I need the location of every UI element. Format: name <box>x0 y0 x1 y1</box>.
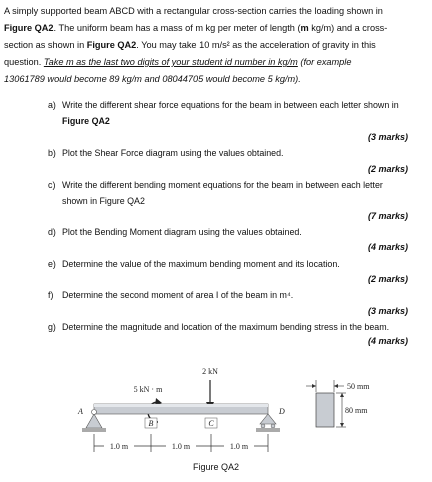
intro-line-4: question. Take m as the last two digits of your student id number in kg/m (for example <box>4 57 352 67</box>
intro-line-3: section as shown in Figure QA2. You may take 10 m/s² as the acceleration of gravity in this <box>4 40 376 50</box>
marks-c: (7 marks) <box>367 211 408 221</box>
marks-e: (2 marks) <box>367 274 408 284</box>
figure-reference: Figure QA2 <box>4 23 54 33</box>
marks-f: (3 marks) <box>367 306 408 316</box>
marks-b: (2 marks) <box>367 164 408 174</box>
section-height-label: 80 mm <box>345 406 368 415</box>
figure-caption: Figure QA2 <box>192 462 240 472</box>
marks-g: (4 marks) <box>367 336 408 346</box>
intro-line-1: A simply supported beam ABCD with a rectangular cross-section carries the loading shown in <box>4 6 383 16</box>
label-d: D <box>279 407 285 416</box>
point-load-label: 2 kN <box>202 367 218 376</box>
marks-d: (4 marks) <box>367 242 408 252</box>
label-a: A <box>78 407 83 416</box>
marks-a: (3 marks) <box>367 132 408 142</box>
dimension-bc: 1.0 m <box>171 442 191 451</box>
intro-line-5: 13061789 would become 89 kg/m and 08044705 would become 5 kg/m). <box>4 74 301 84</box>
cross-section <box>316 393 334 427</box>
section-width-label: 50 mm <box>347 382 370 391</box>
intro-line-2: Figure QA2. The uniform beam has a mass of m kg per meter of length (m kg/m) and a cross- <box>4 23 388 33</box>
figure-reference: Figure QA2 <box>86 40 137 50</box>
instruction-underlined: Take m as the last two digits of your student id number in kg/m <box>43 57 298 67</box>
dimension-cd: 1.0 m <box>229 442 249 451</box>
roller-support-d <box>260 414 276 424</box>
moment-label: 5 kN · m <box>133 385 163 394</box>
label-c: C <box>208 419 214 428</box>
label-b: B <box>148 419 154 428</box>
dimension-ab: 1.0 m <box>109 442 129 451</box>
pin-support-a <box>86 414 102 428</box>
